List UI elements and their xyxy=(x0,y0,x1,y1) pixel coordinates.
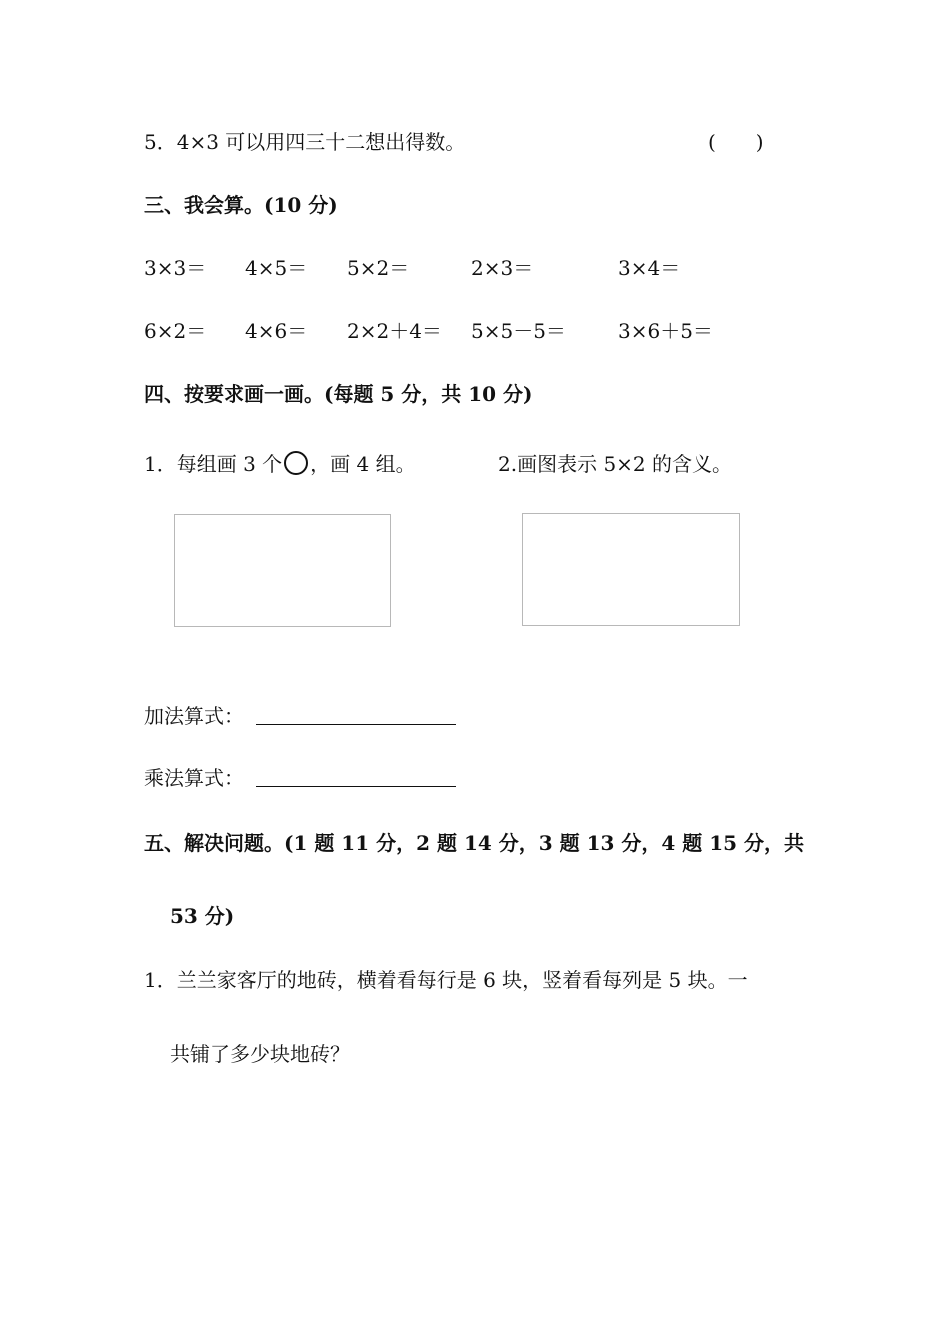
section-5-heading: 五、解决问题。(1 题 11 分，2 题 14 分，3 题 13 分，4 题 15 分，共 xyxy=(144,831,805,855)
calc-item: 3×6＋5＝ xyxy=(618,319,713,343)
calc-item: 4×6＝ xyxy=(245,319,308,343)
answer-bracket[interactable]: ( ) xyxy=(708,130,764,154)
section-3-heading: 三、我会算。(10 分) xyxy=(144,193,338,217)
calc-item: 3×3＝ xyxy=(144,256,207,280)
calc-item: 5×5－5＝ xyxy=(471,319,566,343)
question-5-text: 5．4×3 可以用四三十二想出得数。 xyxy=(144,130,466,154)
problem-1-text: 1．兰兰家客厅的地砖，横着看每行是 6 块，竖着看每列是 5 块。一 xyxy=(144,968,748,992)
drawing-box-2[interactable] xyxy=(522,513,740,626)
section-5-heading-continued: 53 分) xyxy=(170,904,235,928)
section-4-heading: 四、按要求画一画。(每题 5 分，共 10 分) xyxy=(144,382,533,406)
multiplication-expression-row xyxy=(144,764,456,792)
addition-answer-blank[interactable] xyxy=(256,702,456,725)
calc-item: 6×2＝ xyxy=(144,319,207,343)
multiplication-answer-blank[interactable] xyxy=(256,764,456,787)
draw-question-2: 2.画图表示 5×2 的含义。 xyxy=(498,452,733,476)
drawing-box-1[interactable] xyxy=(174,514,391,627)
calc-item: 5×2＝ xyxy=(347,256,410,280)
problem-1-text-continued: 共铺了多少块地砖？ xyxy=(170,1042,350,1066)
calc-item: 2×2＋4＝ xyxy=(347,319,442,343)
calc-item: 4×5＝ xyxy=(245,256,308,280)
calc-item: 2×3＝ xyxy=(471,256,534,280)
question-5 xyxy=(144,128,465,156)
calc-item: 3×4＝ xyxy=(618,256,681,280)
addition-label: 加法算式： xyxy=(144,704,244,728)
circle-icon xyxy=(284,451,308,475)
multiplication-label: 乘法算式： xyxy=(144,766,244,790)
draw-question-1: 1．每组画 3 个 ，画 4 组。 xyxy=(144,452,416,476)
addition-expression-row xyxy=(144,702,456,730)
